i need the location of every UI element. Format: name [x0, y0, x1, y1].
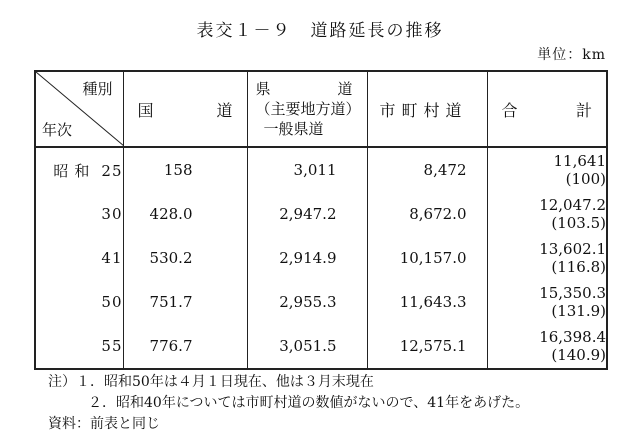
- total-cell: 13,602.1 (116.8): [487, 236, 607, 280]
- shichoson-cell: 8,672.0: [367, 192, 487, 236]
- col-kendo: [247, 71, 367, 147]
- col-kokudo-label-b: 道: [216, 100, 233, 120]
- year-cell: 41: [35, 236, 123, 280]
- table-row: [35, 280, 607, 324]
- total-cell: 16,398.4 (140.9): [487, 324, 607, 369]
- col-kendo-sub2: 一般県道: [263, 120, 324, 138]
- kendo-cell: 3,051.5: [247, 324, 367, 369]
- year-cell: 55: [35, 324, 123, 369]
- year-cell: 30: [35, 192, 123, 236]
- col-kokudo-label-a: 国: [137, 100, 154, 120]
- corner-year-label: 年次: [42, 121, 73, 139]
- year-cell: 昭和 25: [35, 147, 123, 192]
- kendo-cell: 3,011: [247, 147, 367, 192]
- corner-header: [35, 71, 123, 147]
- col-kokudo: [123, 71, 247, 147]
- table-row: [35, 147, 607, 192]
- kokudo-cell: 530.2: [123, 236, 247, 280]
- table-title: 表交１－９ 道路延長の推移: [196, 21, 444, 41]
- total-cell: 11,641 (100): [487, 147, 607, 192]
- note-2: ２．昭和40年については市町村道の数値がないので、41年をあげた。: [88, 395, 530, 411]
- note-1: 注）１．昭和50年は４月１日現在、他は３月末現在: [48, 374, 374, 390]
- kendo-cell: 2,947.2: [247, 192, 367, 236]
- col-kendo-label-b: 道: [337, 80, 353, 98]
- unit-label: 単位：km: [537, 47, 606, 63]
- year-cell: 50: [35, 280, 123, 324]
- shichoson-cell: 11,643.3: [367, 280, 487, 324]
- col-kendo-sub1: （主要地方道）: [255, 100, 361, 118]
- col-total: [487, 71, 607, 147]
- col-kendo-label-a: 県: [255, 80, 271, 98]
- shichoson-cell: 12,575.1: [367, 324, 487, 369]
- notes-block: [48, 372, 529, 435]
- kokudo-cell: 428.0: [123, 192, 247, 236]
- shichoson-cell: 8,472: [367, 147, 487, 192]
- kendo-cell: 2,914.9: [247, 236, 367, 280]
- col-shichoson-label: 市町村道: [379, 100, 468, 120]
- road-length-table: [34, 70, 608, 370]
- header-row: [35, 71, 607, 147]
- table-row: [35, 324, 607, 369]
- shichoson-cell: 10,157.0: [367, 236, 487, 280]
- kendo-cell: 2,955.3: [247, 280, 367, 324]
- total-cell: 12,047.2 (103.5): [487, 192, 607, 236]
- kokudo-cell: 751.7: [123, 280, 247, 324]
- table-row: [35, 236, 607, 280]
- corner-type-label: 種別: [82, 80, 113, 98]
- kokudo-cell: 776.7: [123, 324, 247, 369]
- col-total-label-b: 計: [575, 100, 592, 120]
- col-shichoson: [367, 71, 487, 147]
- col-total-label-a: 合: [501, 100, 518, 120]
- kokudo-cell: 158: [123, 147, 247, 192]
- table-row: [35, 192, 607, 236]
- source-note: 資料：前表と同じ: [48, 416, 160, 432]
- total-cell: 15,350.3 (131.9): [487, 280, 607, 324]
